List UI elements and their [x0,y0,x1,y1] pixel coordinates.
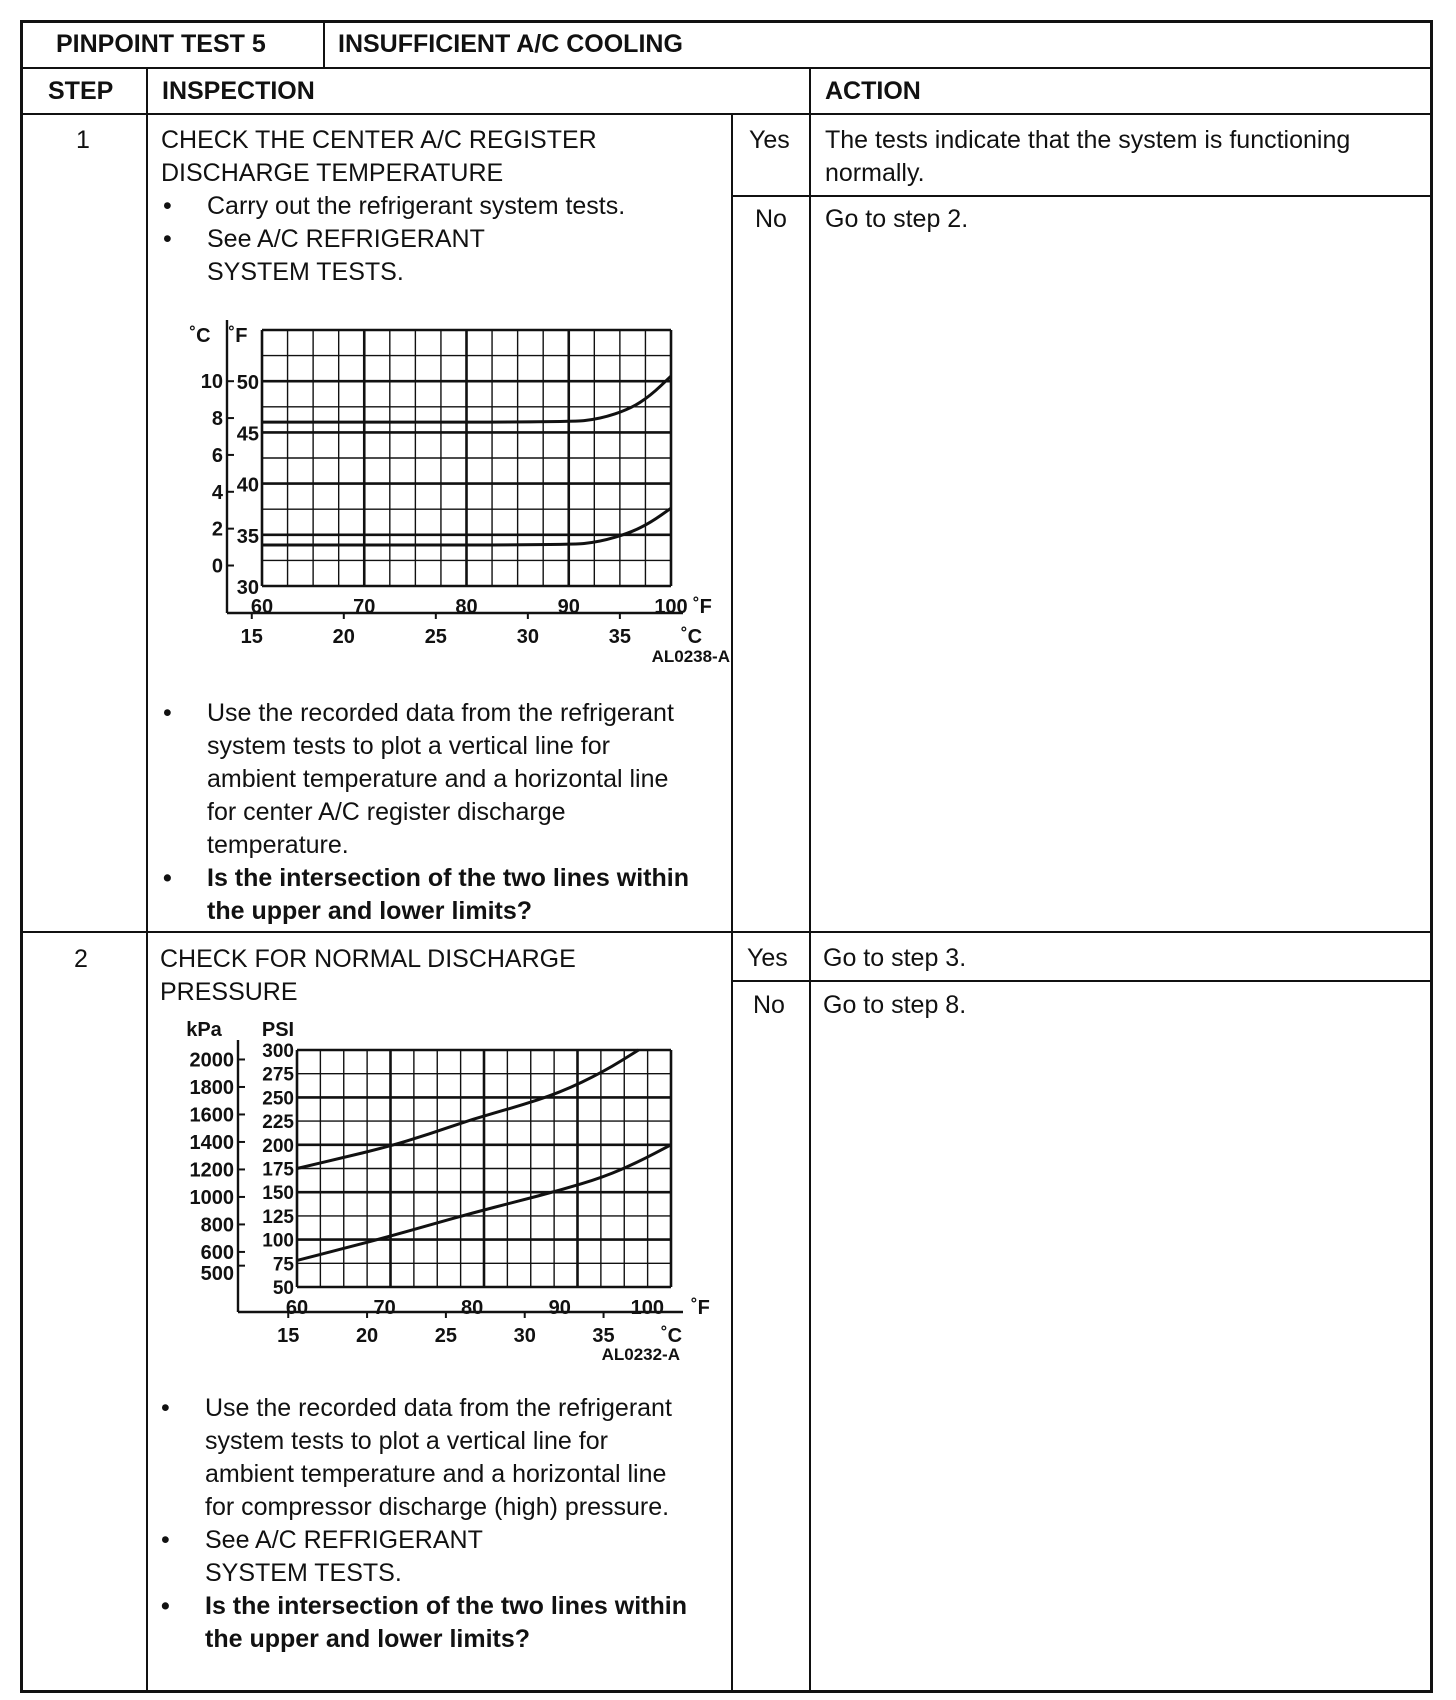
bullet-item-question [163,862,703,928]
x-tick-label-c: 30 [516,626,539,648]
x-tick-label-f: 80 [455,596,478,618]
step-title [161,124,721,190]
row-divider [20,67,1433,69]
step-title-line: CHECK FOR NORMAL DISCHARGE [160,945,576,973]
y-tick-label-secondary: 1200 [189,1159,234,1182]
col-divider [731,113,733,1692]
bullet-text: See A/C REFRIGERANT SYSTEM TESTS. [205,1526,483,1587]
y-tick-label-primary: 35 [236,525,259,548]
no-label: No [753,991,785,1019]
y-tick-label-primary: 100 [262,1230,294,1252]
x-tick-label-f: 100 [654,596,688,618]
column-header-inspection: INSPECTION [162,77,315,105]
x-tick-label-f: 70 [373,1297,396,1319]
bullet-icon: • [161,1526,170,1554]
x-tick-label-c: 25 [424,626,447,648]
y-tick-label-secondary: 500 [200,1262,234,1285]
x-unit-label-c: ˚C [681,626,703,648]
row-divider [20,113,1433,115]
bullet-icon: • [163,192,172,220]
x-unit-label-f: ˚F [691,1297,710,1319]
x-tick-label-c: 15 [240,626,263,648]
y-tick-label-primary: 150 [262,1183,294,1205]
y-tick-label-secondary: 6 [211,444,223,467]
step-number: 2 [74,945,88,973]
x-tick-label-f: 60 [285,1297,309,1319]
yes-no-divider [731,195,1433,197]
bullet-icon: • [163,864,172,892]
y-tick-label-primary: 200 [262,1135,294,1157]
bullet-text: Carry out the refrigerant system tests. [207,192,626,220]
bullet-item [163,697,703,862]
bullet-list [163,697,703,928]
question-text: Is the intersection of the two lines within the upper and lower limits? [207,864,689,925]
y-tick-label-primary: 275 [262,1064,294,1086]
step-number: 1 [76,126,90,154]
y-tick-label-primary: 40 [236,474,259,497]
bullet-item [161,1392,701,1524]
y-tick-label-primary: 175 [262,1159,294,1181]
x-unit-label-f: ˚F [693,596,712,618]
test-title: INSUFFICIENT A/C COOLING [338,30,683,58]
x-tick-label-f: 90 [557,596,580,618]
table-border-top [20,20,1433,23]
x-tick-label-c: 30 [513,1325,536,1347]
step-title-line: PRESSURE [160,978,298,1006]
table-border-bottom [20,1690,1433,1693]
step-title-line: CHECK THE CENTER A/C REGISTER [161,126,597,154]
x-tick-label-f: 100 [630,1297,665,1319]
x-tick-label-c: 20 [332,626,355,648]
no-label: No [755,205,787,233]
discharge-temperature-chart [180,320,730,680]
bullet-item [163,190,683,223]
test-id: PINPOINT TEST 5 [56,30,266,58]
question-text: Is the intersection of the two lines within the upper and lower limits? [205,1592,687,1653]
x-tick-label-f: 60 [250,596,274,618]
discharge-pressure-chart [170,1020,710,1370]
y-tick-label-secondary: 0 [211,555,223,578]
y-tick-label-secondary: 1800 [189,1076,234,1099]
column-header-action: ACTION [825,77,921,105]
table-border-right [1430,20,1433,1693]
y-tick-label-primary: 50 [272,1278,294,1299]
y-tick-label-secondary: 1400 [189,1131,234,1154]
y-tick-label-primary: 125 [262,1206,294,1228]
bullet-text: See A/C REFRIGERANT SYSTEM TESTS. [207,225,485,286]
x-tick-label-c: 25 [434,1325,458,1347]
bullet-item [161,1524,535,1590]
row-divider [20,931,1433,933]
y-tick-label-primary: 75 [272,1254,294,1276]
bullet-list [163,190,683,289]
no-action: Go to step 8. [823,991,967,1019]
x-tick-label-c: 35 [592,1325,615,1347]
step-title-line: DISCHARGE TEMPERATURE [161,159,504,187]
figure-id: AL0232-A [601,1345,680,1364]
column-header-step: STEP [48,77,114,105]
table-border-left [20,20,23,1693]
bullet-icon: • [161,1592,170,1620]
y-tick-label-primary: 50 [236,372,259,395]
y-tick-label-secondary: 2000 [189,1049,234,1072]
y-unit-label-primary: PSI [261,1020,295,1041]
x-tick-label-f: 70 [353,596,376,618]
y-tick-label-primary: 45 [236,423,259,446]
col-divider [323,20,325,68]
y-tick-label-secondary: 800 [200,1214,234,1237]
yes-action: Go to step 3. [823,944,967,972]
bullet-icon: • [161,1394,170,1422]
step-title [160,943,720,1009]
yes-label: Yes [747,944,788,972]
bullet-item-question [161,1590,701,1656]
y-tick-label-primary: 225 [262,1112,294,1134]
no-action: Go to step 2. [825,205,969,233]
y-unit-label-secondary: ˚C [189,325,211,347]
x-tick-label-f: 80 [461,1297,484,1319]
y-tick-label-secondary: 2 [211,518,223,541]
y-tick-label-primary: 250 [262,1088,294,1110]
bullet-text: Use the recorded data from the refrigerant system tests to plot a vertical line for ambient temperature and a horizontal line for compressor discharge (high) pressure. [205,1394,672,1521]
col-divider [146,67,148,1692]
bullet-icon: • [163,699,172,727]
bullet-list [161,1392,701,1656]
x-tick-label-c: 35 [608,626,631,648]
x-tick-label-c: 20 [355,1325,379,1347]
x-tick-label-f: 90 [548,1297,571,1319]
x-tick-label-c: 15 [277,1325,300,1347]
yes-action: The tests indicate that the system is functioning normally. [825,126,1351,187]
bullet-text: Use the recorded data from the refrigerant system tests to plot a vertical line for ambient temperature and a horizontal line for center A/C register discharge temperature. [207,699,674,859]
y-unit-label-secondary: kPa [186,1020,222,1041]
y-tick-label-primary: 300 [262,1041,294,1062]
yes-no-divider [731,980,1433,982]
col-divider [809,67,811,1692]
figure-id: AL0238-A [651,647,730,666]
yes-label: Yes [749,126,790,154]
x-unit-label-c: ˚C [661,1325,683,1347]
y-tick-label-secondary: 600 [200,1241,234,1264]
y-unit-label-primary: ˚F [228,325,248,347]
y-tick-label-secondary: 8 [211,408,223,431]
y-tick-label-primary: 30 [236,577,259,599]
bullet-item [163,223,537,289]
y-tick-label-secondary: 10 [200,371,223,394]
y-tick-label-secondary: 1600 [189,1104,234,1127]
limit-curve-upper-limit [297,1050,639,1169]
y-tick-label-secondary: 4 [211,481,223,504]
y-tick-label-secondary: 1000 [189,1186,234,1209]
bullet-icon: • [163,225,172,253]
